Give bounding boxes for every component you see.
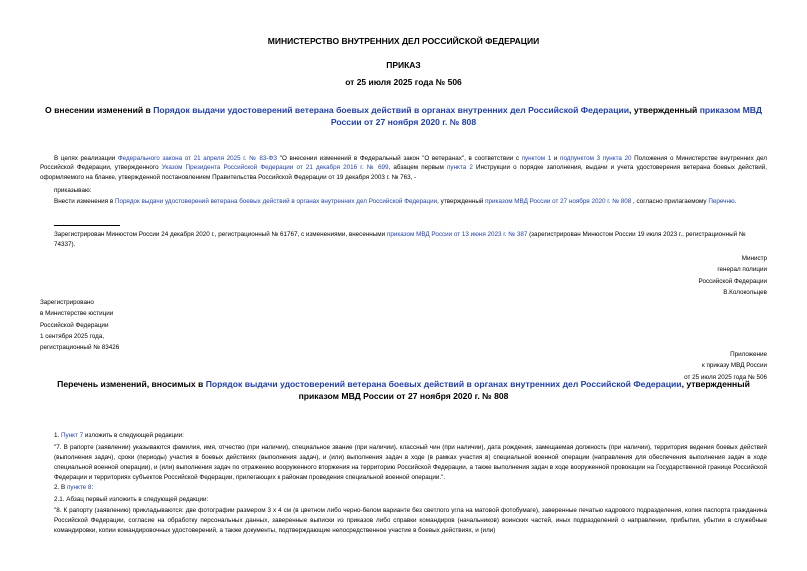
list-title-suffix: , утвержденный приказом МВД России от 27 ноября 2020 г. № 808 — [298, 379, 750, 401]
p1-text-a: В целях реализации — [54, 155, 118, 162]
registration-line: Российской Федерации — [40, 321, 109, 329]
doc-type-heading: ПРИКАЗ — [386, 60, 421, 70]
list-title — [40, 378, 767, 402]
operative-paragraph — [40, 197, 767, 206]
title-procedure-link[interactable]: Порядок выдачи удостоверений ветерана боевых действий в органах внутренних дел Российской Федерации — [153, 105, 630, 115]
change-item-2-1: 2.1. Абзац первый изложить в следующей редакции: — [54, 496, 209, 503]
registration-line: в Министерстве юстиции — [40, 310, 114, 318]
p1-text-b: "О внесении изменений в Федеральный закон "О ветеранах", в соответствии с — [277, 155, 522, 162]
item-2-text: : — [91, 484, 94, 491]
appendix-date: от 25 июля 2025 года № 506 — [684, 373, 767, 381]
title-prefix: О внесении изменений в — [45, 105, 154, 115]
signature-title: Министр — [741, 255, 767, 262]
signature-country: Российской Федерации — [698, 277, 767, 285]
order-808-link[interactable]: приказом МВД России от 27 ноября 2020 г. № 808 — [485, 198, 632, 205]
item-1-text: изложить в следующей редакции: — [83, 432, 184, 439]
registration-date: 1 сентября 2025 года, — [40, 332, 105, 340]
item-2-number: 2. В — [54, 484, 67, 491]
footnote-text-a: Зарегистрирован Минюстом России 24 декабря 2020 г., регистрационный № 61767, с изменениями, внесенными — [54, 231, 387, 238]
p1-text-e: , абзацем первым — [388, 164, 448, 172]
p1-text-d: Положения о Министерстве внутренних дел Российской Федерации, утвержденного — [40, 155, 767, 172]
order-verb: приказываю: — [54, 187, 92, 194]
list-link[interactable]: Перечню — [708, 198, 735, 205]
change-item-2 — [54, 483, 93, 492]
p3-text-a: Внести изменения в — [54, 198, 115, 205]
change-item-1 — [54, 431, 184, 440]
ministry-heading: МИНИСТЕРСТВО ВНУТРЕННИХ ДЕЛ РОССИЙСКОЙ ФЕДЕРАЦИИ — [267, 36, 540, 46]
list-title-procedure-link[interactable]: Порядок выдачи удостоверений ветерана боевых действий в органах внутренних дел Российской Федерации — [205, 379, 682, 389]
footnote — [54, 230, 767, 249]
registration-line: Зарегистрировано — [40, 299, 94, 306]
p1-text-c: и — [551, 155, 561, 162]
point-2-link[interactable]: пункта 2 — [447, 164, 473, 172]
presidential-decree-link[interactable]: Указом Президента Российской Федерации от 21 декабря 2016 г. № 699 — [161, 164, 389, 172]
footnote-text-b: (зарегистрирован Минюстом России 19 июля 2023 г., регистрационный № 74337). — [54, 231, 746, 248]
list-title-prefix: Перечень изменений, вносимых в — [57, 379, 206, 389]
item-1-number: 1. — [54, 432, 62, 439]
order-title — [40, 104, 767, 128]
p3-text-d: . — [734, 198, 737, 205]
point-1-link[interactable]: пунктом 1 — [521, 155, 552, 162]
federal-law-link[interactable]: Федерального закона от 21 апреля 2025 г. № 83-ФЗ — [117, 155, 278, 162]
title-order-link[interactable]: приказом — [699, 105, 741, 115]
title-middle: , утвержденный — [629, 105, 700, 115]
appendix-ref: к приказу МВД России — [701, 362, 767, 370]
signature-block — [699, 253, 767, 298]
p1-text-f: Инструкции о порядке заполнения, выдачи и учета удостоверения ветерана боевых действий, оформляемого на бланке, утвержденной постановлением Правительства Российской Федерации от 19 декабря 2003 г. № 763, - — [40, 164, 767, 181]
signature-name: В.Колокольцев — [723, 288, 767, 296]
appendix-label: Приложение — [730, 351, 767, 358]
footnote-order-link[interactable]: приказом МВД России от 13 июня 2023 г. № 387 — [386, 231, 528, 238]
signature-rank: генерал полиции — [717, 266, 767, 274]
title-order-ref-link[interactable]: МВД России от 27 ноября 2020 г. № 808 — [330, 105, 762, 127]
p3-text-b: , утвержденный — [437, 198, 486, 205]
point-7-link[interactable]: Пункт 7 — [61, 432, 84, 439]
footnote-divider — [54, 225, 120, 226]
registration-number: регистрационный № 83426 — [40, 344, 120, 352]
order-date-number: от 25 июля 2025 года № 506 — [345, 77, 462, 87]
procedure-link[interactable]: Порядок выдачи удостоверений ветерана боевых действий в органах внутренних дел Российской Федерации — [114, 198, 438, 205]
subpoint-3-point-20-link[interactable]: подпунктом 3 пункта 20 — [560, 155, 632, 162]
p3-text-c: , согласно прилагаемому — [631, 198, 709, 205]
registration-block — [40, 297, 119, 353]
point-8-new-text: "8. К рапорту (заявлению) прикладываются: две фотографии размером 3 x 4 см (в цветном либо черно-белом варианте без светлого угла на матовой фотобумаге), заверенные печатью кадрового подразделения, копия паспорта гражданина Российской Федерации, согласие на обработку персональных данных, заверенные выписки из приказов либо справки командиров (начальников) воинских частей, иных подразделений о направлении, прибытии, убытии в служебные командировки, копии командировочных удостоверений, а также документы, подтверждающие непосредственное участие в боевых действиях, и (или) — [54, 507, 767, 534]
preamble-paragraph — [40, 154, 767, 182]
point-7-new-text: "7. В рапорте (заявлении) указываются фамилия, имя, отчество (при наличии), специальное звание (при наличии), классный чин (при наличии), дата рождения, замещаемая должность (при наличии), территория ведения боевых действий (выполнения задач), сроки (периоды) участия в боевых действиях (выполнения задач), и (или) выполнения задач в ходе (в рамках участия в) специальной военной операции (направления для обеспечения выполнения задач в ходе специальной военной операции), и (или) выполнения задач по отражению вооруженного вторжения на территорию Российской Федерации, а также выполнения задач в ходе вооруженной провокации на Государственной границе Российской Федерации и территориях субъектов Российской Федерации, прилегающих к районам проведения специальной военной операции.". — [54, 444, 767, 481]
point-8-link[interactable]: пункте 8 — [66, 484, 92, 491]
